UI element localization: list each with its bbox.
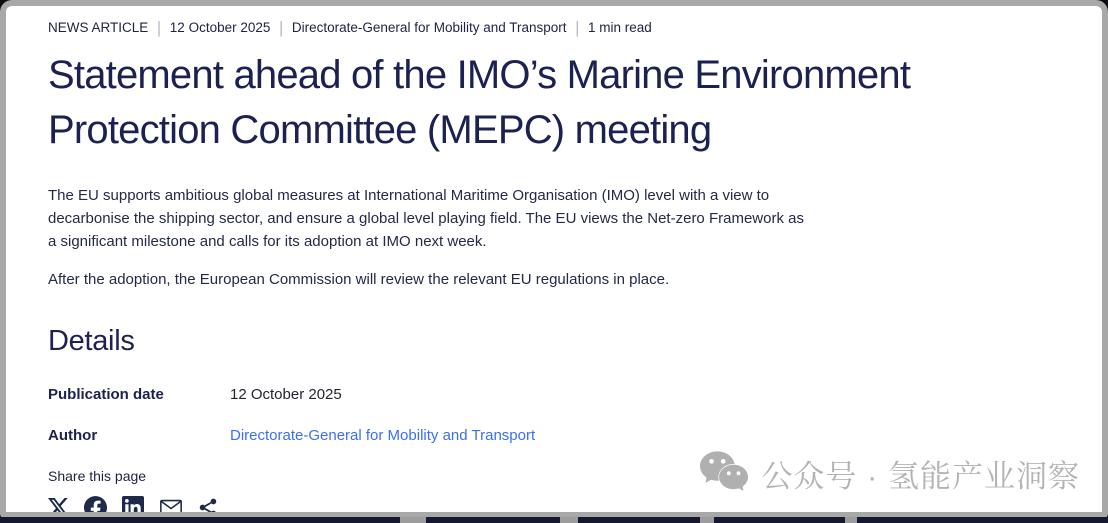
share-icon-row	[48, 496, 1078, 518]
meta-separator: |	[575, 18, 580, 37]
article-meta-bar	[48, 20, 1078, 35]
article-read-time: 1 min read	[588, 20, 652, 35]
details-table	[48, 386, 1078, 444]
details-row-author	[48, 427, 1078, 444]
page-title: Statement ahead of the IMO’s Marine Environment Protection Committee (MEPC) meeting	[48, 53, 911, 153]
meta-separator: |	[279, 18, 283, 37]
cutoff-footer-strip	[0, 517, 1108, 523]
watermark-text: 公众号 · 氢能产业洞察	[761, 459, 1080, 494]
article-paragraph: The EU supports ambitious global measures at International Maritime Organisation (IMO) level with a view to decarbonise the shipping sector, and ensure a global level playing field. The EU views the Net-zero Framework as a significant milestone and calls for its adoption at IMO next week.	[48, 187, 804, 250]
email-icon[interactable]	[159, 496, 183, 518]
article-type-label: NEWS ARTICLE	[48, 20, 149, 35]
article-paragraph: After the adoption, the European Commission will review the relevant EU regulations in place.	[48, 270, 670, 288]
share-icon[interactable]	[198, 497, 218, 518]
twitter-x-icon[interactable]	[48, 497, 69, 518]
publication-date-label: Publication date	[48, 385, 164, 403]
author-link[interactable]: Directorate-General for Mobility and Transport	[230, 426, 536, 444]
details-row-publication-date	[48, 386, 1078, 403]
details-heading: Details	[48, 324, 135, 357]
publication-date-value: 12 October 2025	[230, 385, 342, 403]
linkedin-icon[interactable]	[122, 496, 144, 518]
author-label: Author	[48, 426, 98, 444]
facebook-icon[interactable]	[84, 496, 107, 518]
article-department: Directorate-General for Mobility and Transport	[291, 20, 567, 35]
share-this-page-label: Share this page	[48, 467, 147, 484]
article-date: 12 October 2025	[169, 20, 271, 35]
meta-separator: |	[157, 18, 161, 37]
